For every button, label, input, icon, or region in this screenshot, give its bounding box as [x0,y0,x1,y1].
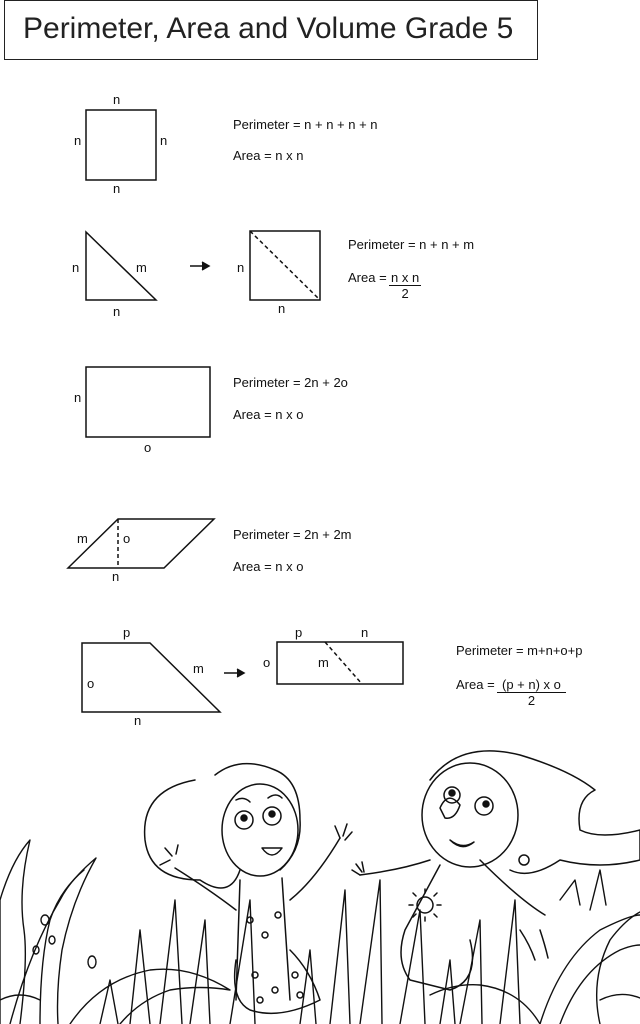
square-label-right: n [160,133,168,148]
diag-square-label-left: n [237,260,245,275]
diagonal-dashed-line [250,231,320,300]
parallelogram-label-side: m [77,531,88,546]
triangle-area-fraction [389,270,421,301]
trapezoid-label-bottom: n [134,713,142,728]
rearranged-label-top-n: n [361,625,369,640]
parallelogram-label-height: o [123,531,131,546]
diag-square-label-bottom: n [278,301,286,316]
trapezoid-cut-line [325,642,362,684]
square-area-formula: Area = n x n [233,148,304,163]
rearranged-label-left: o [263,655,271,670]
square-perimeter-formula: Perimeter = n + n + n + n [233,117,378,132]
arrow-right-icon-2 [224,669,244,677]
arrow-right-icon [190,262,209,270]
parallelogram-perimeter-formula: Perimeter = 2n + 2m [233,527,352,542]
rectangle-shape [86,367,210,437]
triangle-area-denominator: 2 [401,286,409,301]
triangle-perimeter-formula: Perimeter = n + n + m [348,237,475,252]
trapezoid-perimeter-formula: Perimeter = m+n+o+p [456,643,583,658]
rectangle-label-left: n [74,390,82,405]
girl-right-illustration [352,751,640,990]
rearranged-label-mid: m [318,655,329,670]
page-title: Perimeter, Area and Volume Grade 5 [23,12,514,45]
square-label-bottom: n [113,181,121,196]
trapezoid-label-top: p [123,625,131,640]
triangle-area-label: Area = [348,270,387,285]
trapezoid-shape [82,643,220,712]
square-label-top: n [113,92,121,107]
parallelogram-area-formula: Area = n x o [233,559,304,574]
triangle-area-numerator: n x n [391,270,420,285]
square-label-left: n [74,133,82,148]
rectangle-area-formula: Area = n x o [233,407,304,422]
trapezoid-area-denominator: 2 [527,693,536,708]
trapezoid-area-fraction [497,677,566,708]
trapezoid-rearranged-rectangle [277,642,403,684]
triangle-label-left: n [72,260,80,275]
parallelogram-shape [68,519,214,568]
trapezoid-area-label: Area = [456,677,495,692]
trapezoid-area-numerator: (p + n) x o [497,677,566,693]
trapezoid-label-left: o [87,676,95,691]
rectangle-label-bottom: o [144,440,152,455]
square-shape [86,110,156,180]
triangle-label-bottom: n [113,304,121,319]
rearranged-label-top-p: p [295,625,303,640]
parallelogram-label-bottom: n [112,569,120,584]
rectangle-perimeter-formula: Perimeter = 2n + 2o [233,375,348,390]
triangle-label-hypotenuse: m [136,260,147,275]
girl-left-illustration [145,764,352,1014]
trapezoid-label-slant: m [193,661,204,676]
